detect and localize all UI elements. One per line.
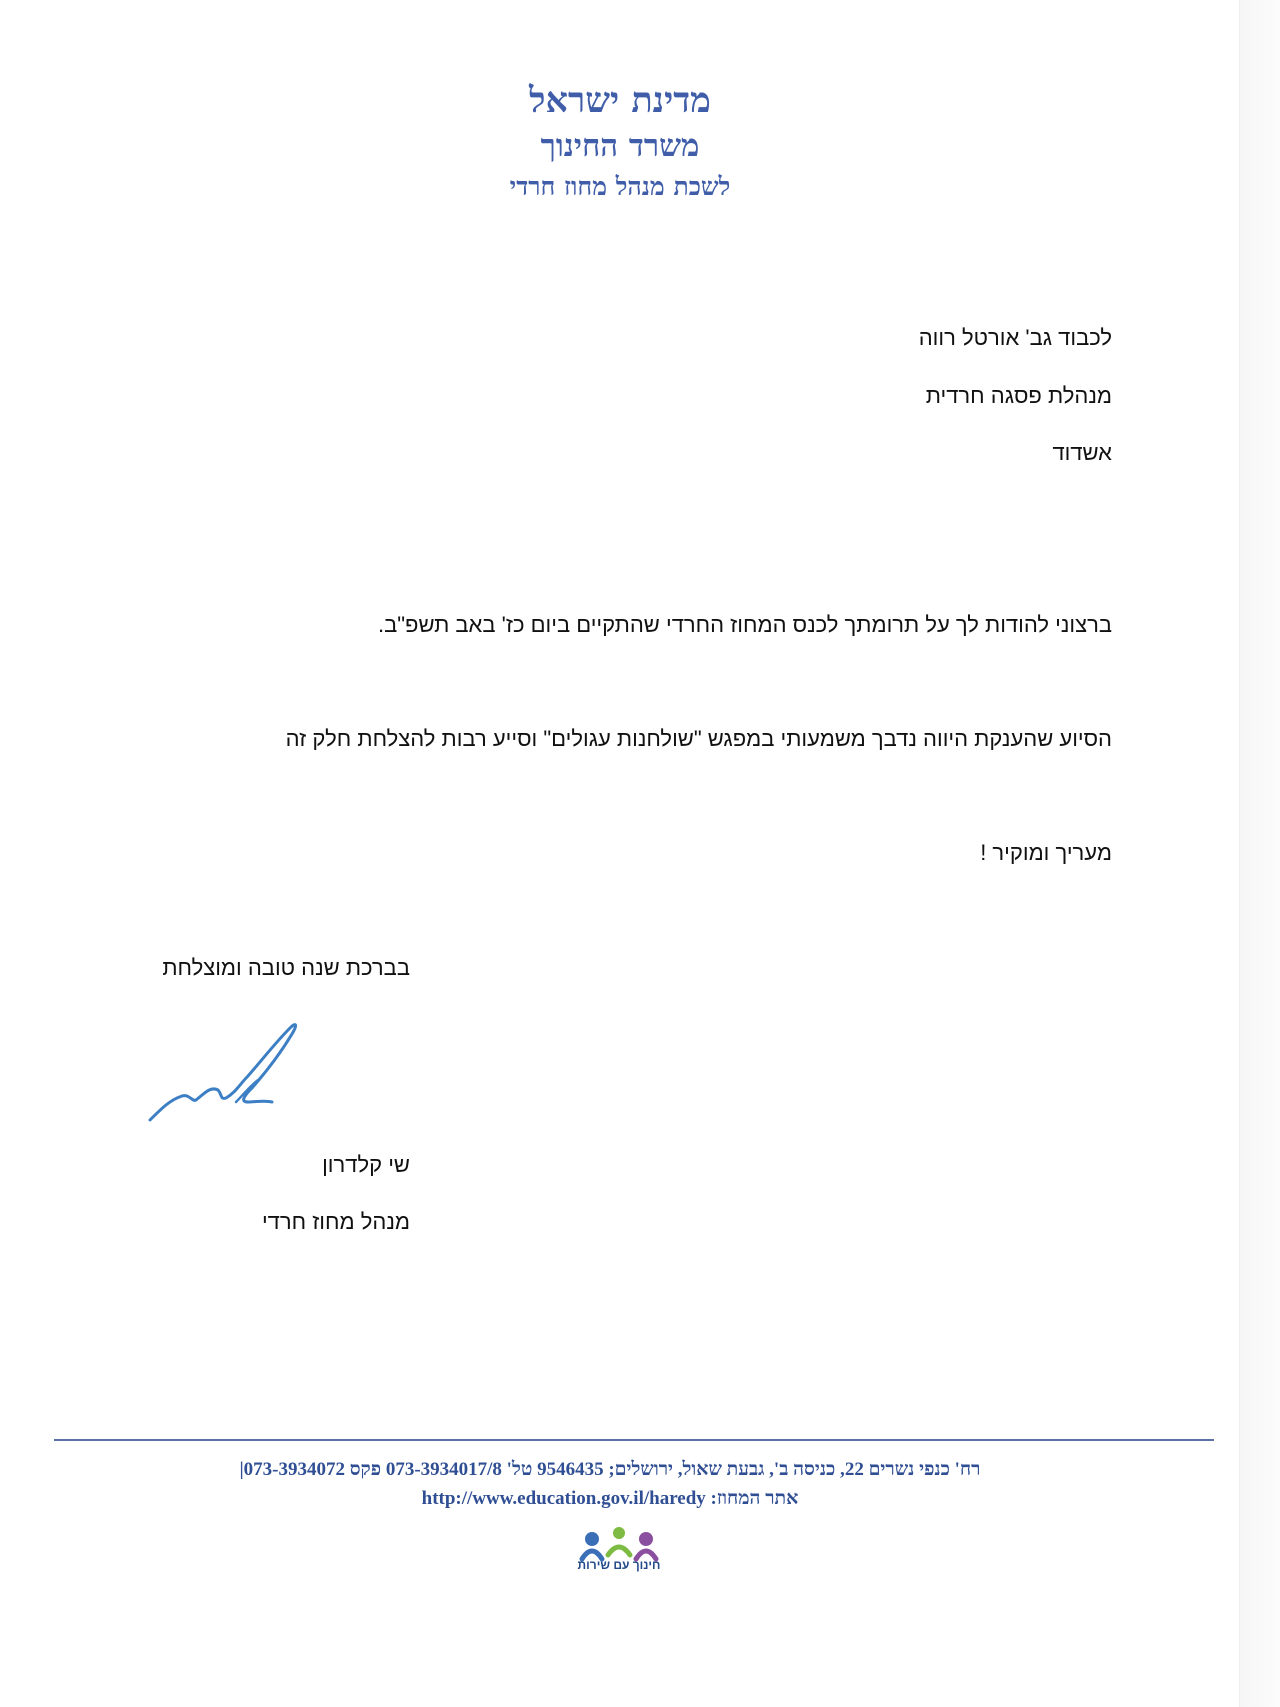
footer-address: רח' כנפי נשרים 22, כניסה ב', גבעת שאול, ירושלים; 9546435 טל' 073-3934017/8 פקס 073-3934072| <box>239 1459 981 1480</box>
signer-title: מנהל מחוז חרדי <box>261 1209 410 1234</box>
ministry-logo-icon <box>578 1525 660 1585</box>
footer-divider <box>54 1439 1214 1441</box>
footer-website: אתר המחוז: http://www.education.gov.il/haredy <box>421 1488 799 1509</box>
recipient-city: אשדוד <box>1052 440 1112 465</box>
body-paragraph-1: ברצוני להודות לך על תרומתך לכנס המחוז החרדי שהתקיים ביום כז' באב תשפ"ב. <box>377 612 1112 637</box>
letterhead <box>380 78 860 206</box>
letterhead-office: לשכת מנהל מחוז חרדי <box>509 172 731 201</box>
letterhead-ministry: משרד החינוך <box>540 128 700 164</box>
signer-name: שי קלדרון <box>322 1152 410 1177</box>
closing-greeting: בברכת שנה טובה ומוצלחת <box>162 955 410 980</box>
letterhead-state: מדינת ישראל <box>529 80 711 121</box>
recipient-name: לכבוד גב' אורטל רווה <box>918 325 1112 350</box>
recipient-role: מנהלת פסגה חרדית <box>925 383 1112 408</box>
page-edge <box>1239 0 1280 1707</box>
body-paragraph-3: מעריך ומוקיר ! <box>980 840 1112 865</box>
body-paragraph-2: הסיוע שהענקת היווה נדבך משמעותי במפגש "שולחנות עגולים" וסייע רבות להצלחת חלק זה <box>285 726 1112 751</box>
handwritten-signature <box>140 1016 320 1130</box>
logo-caption: חינוך עם שירות <box>577 1558 661 1572</box>
